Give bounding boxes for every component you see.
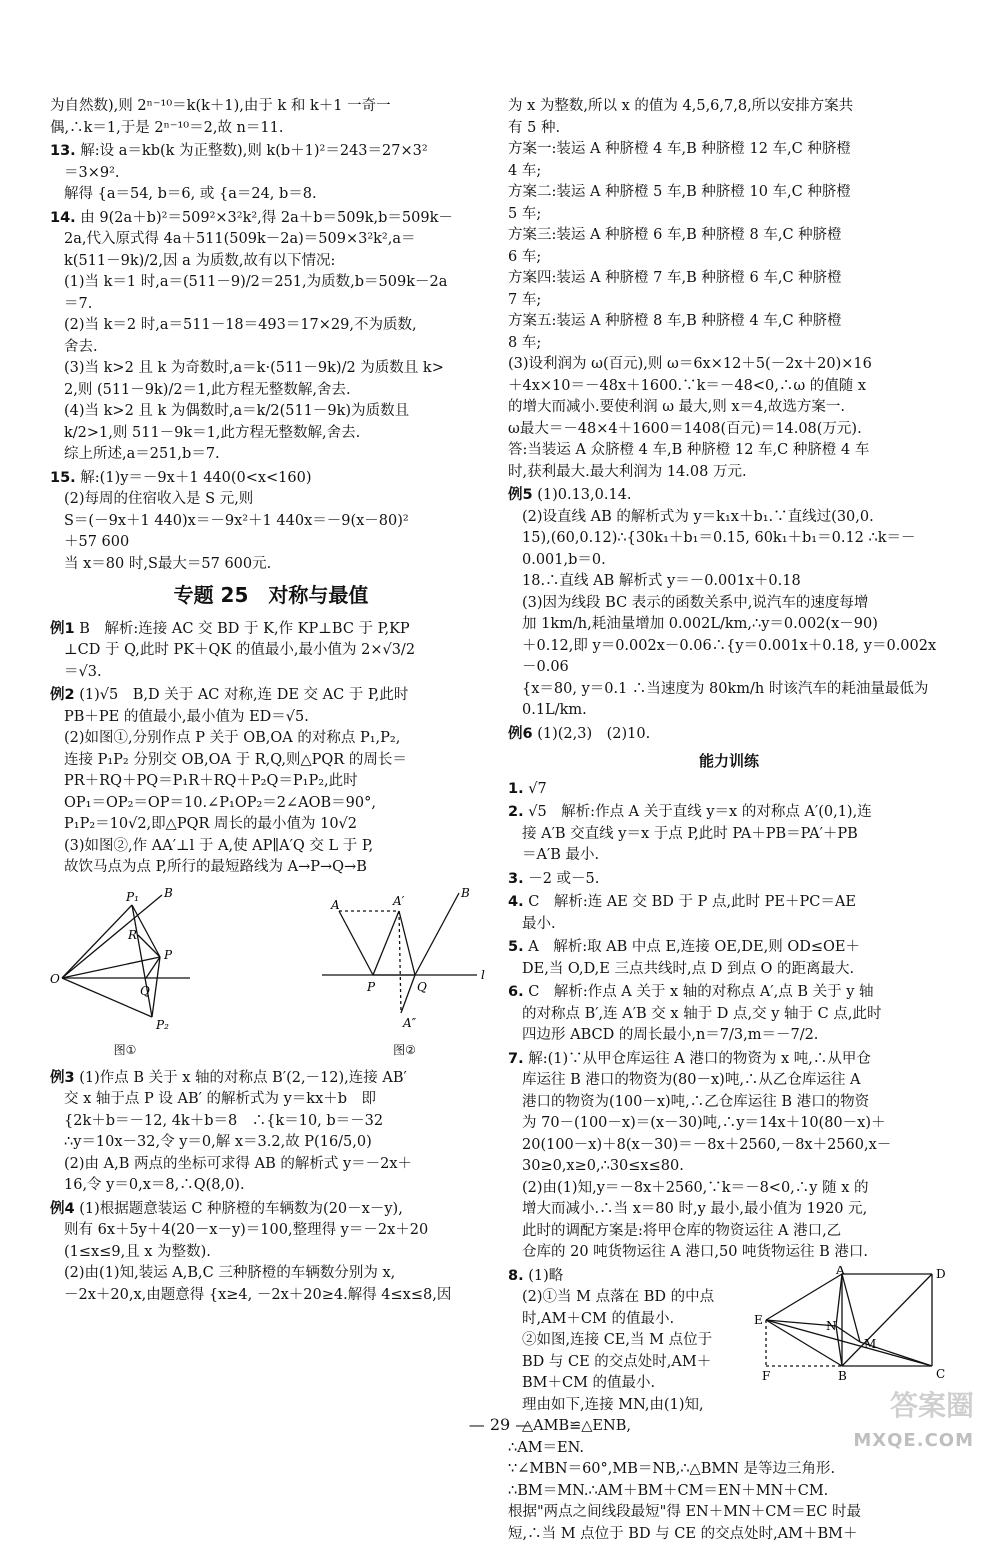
- answer-line: [508, 1459, 950, 1481]
- answer-line: [508, 1242, 950, 1264]
- answer-line: [508, 376, 950, 398]
- line-text: 方案一:装运 A 种脐橙 4 车,B 种脐橙 12 车,C 种脐橙: [508, 141, 851, 157]
- label-sq-f: F: [762, 1368, 771, 1383]
- line-text: 故饮马点为点 P,所行的最短路线为 A→P→Q→B: [64, 859, 367, 875]
- answer-line: [50, 1220, 492, 1242]
- left-column: [50, 96, 492, 1308]
- line-text: ＋4x×10＝－48x＋1600.∵k＝－48<0,∴ω 的值随 x: [508, 377, 867, 394]
- line-text: 4 车;: [508, 162, 542, 179]
- answer-line: [50, 793, 492, 815]
- answer-block: [508, 869, 950, 891]
- line-text: (3)因为线段 BC 表示的函数关系中,说汽车的速度每增: [522, 594, 869, 611]
- answer-line: [508, 593, 950, 615]
- line-text: ②如图,连接 CE,当 M 点位于: [522, 1332, 713, 1348]
- line-text: (3)当 k>2 且 k 为奇数时,a＝k·(511－9k)/2 为质数且 k>: [64, 360, 444, 376]
- item-number: 7.: [508, 1050, 524, 1067]
- line-text: (1)(2,3) (2)10.: [537, 725, 651, 742]
- line-text: B 解析:连接 AC 交 BD 于 K,作 KP⊥BC 于 P,KP: [79, 620, 410, 637]
- answer-block: [50, 1068, 492, 1197]
- item-number: 3.: [508, 870, 524, 887]
- label-r: R: [128, 927, 138, 942]
- answer-line: [50, 315, 492, 337]
- line-text: OP₁＝OP₂＝OP＝10.∠P₁OP₂＝2∠AOB＝90°,: [64, 794, 376, 811]
- line-text: 偶,∴k＝1,于是 2ⁿ⁻¹⁰＝2,故 n＝11.: [50, 119, 284, 136]
- answer-line: [508, 354, 950, 376]
- line-text: √7: [528, 780, 547, 797]
- answer-line: [50, 380, 492, 402]
- answer-line: [508, 1113, 950, 1135]
- answer-line: [50, 814, 492, 836]
- line-text: (2)由(1)知,装运 A,B,C 三种脐橙的车辆数分别为 x,: [64, 1265, 396, 1281]
- answer-line: [508, 1352, 736, 1374]
- line-text: (2)当 k＝2 时,a＝511－18＝493＝17×29,不为质数,: [64, 317, 417, 333]
- answer-line: [508, 1156, 950, 1178]
- line-text: ＝7.: [64, 295, 93, 312]
- answer-line: [50, 423, 492, 445]
- answer-line: [50, 96, 492, 118]
- item-number: 15.: [50, 469, 76, 486]
- line-text: ∴BM＝MN.∴AM＋BM＋CM＝EN＋MN＋CM.: [508, 1482, 829, 1499]
- line-text: (3)设利润为 ω(百元),则 ω＝6x×12＋5(－2x＋20)×16: [508, 356, 872, 372]
- line-text: 交 x 轴于点 P 设 AB′ 的解析式为 y＝kx＋b 即: [64, 1091, 377, 1107]
- answer-line: [50, 1111, 492, 1133]
- item-number: 8.: [508, 1267, 524, 1284]
- label-q: Q: [140, 983, 150, 998]
- answer-line: [508, 1481, 950, 1503]
- line-text: (1)当 k＝1 时,a＝(511－9)/2＝251,为质数,b＝509k－2a: [64, 274, 448, 290]
- line-text: (2)设直线 AB 的解析式为 y＝k₁x＋b₁.∵直线过(30,0.: [522, 508, 874, 525]
- line-text: (2)①当 M 点落在 BD 的中点: [522, 1289, 715, 1305]
- item-number: 例3: [50, 1069, 75, 1086]
- answer-line: [50, 532, 492, 554]
- line-text: 四边形 ABCD 的周长最小,n＝7/3,m＝－7/2.: [522, 1027, 819, 1043]
- label-p2b: P: [367, 979, 376, 994]
- line-text: (1)根据题意装运 C 种脐橙的车辆数为(20－x－y),: [79, 1200, 403, 1217]
- line-text: 接 A′B 交直线 y＝x 于点 P,此时 PA＋PB＝PA′＋PB: [522, 825, 858, 842]
- answer-line: [508, 1309, 736, 1331]
- line-text: 为 x 为整数,所以 x 的值为 4,5,6,7,8,所以安排方案共: [508, 98, 854, 114]
- line-text: 仓库的 20 吨货物运往 A 港口,50 吨货物运往 B 港口.: [522, 1244, 869, 1260]
- label-b2: B: [461, 885, 470, 900]
- answer-line: [508, 397, 950, 419]
- line-text: 解:(1)y＝－9x＋1 440(0<x<160): [80, 469, 312, 486]
- line-text: 则有 6x＋5y＋4(20－x－y)＝100,整理得 y＝－2x＋20: [64, 1222, 429, 1238]
- answer-block: [508, 937, 950, 980]
- answer-line: [50, 750, 492, 772]
- answer-line: [50, 444, 492, 466]
- line-text: 6 车;: [508, 248, 542, 265]
- answer-block: [50, 619, 492, 684]
- line-text: (4)当 k>2 且 k 为偶数时,a＝k/2(511－9k)为质数且: [64, 403, 410, 419]
- line-text: △AMB≌△ENB,: [522, 1418, 631, 1434]
- line-text: 加 1km/h,耗油量增加 0.002L/km,∴y＝0.002(x－90): [522, 616, 878, 632]
- line-text: 最小.: [522, 915, 556, 932]
- answer-line: [508, 1287, 736, 1309]
- answer-line: [508, 571, 950, 593]
- line-text: DE,当 O,D,E 三点共线时,点 D 到点 O 的距离最大.: [522, 960, 855, 977]
- answer-line: [508, 869, 950, 891]
- answer-line: [508, 507, 950, 529]
- answer-line: [508, 118, 950, 140]
- answer-line: [50, 229, 492, 251]
- line-text: 方案三:装运 A 种脐橙 6 车,B 种脐橙 8 车,C 种脐橙: [508, 227, 842, 243]
- line-text: 理由如下,连接 MN,由(1)知,: [522, 1396, 704, 1413]
- line-text: 20(100－x)＋8(x－30)＝－8x＋2560,－8x＋2560,x－: [522, 1136, 892, 1153]
- watermark-logo: [770, 1389, 980, 1455]
- answer-line: [50, 1175, 492, 1197]
- answer-line: [50, 640, 492, 662]
- answer-line: [508, 96, 950, 118]
- answer-line: [50, 685, 492, 707]
- answer-block: [508, 724, 950, 746]
- answer-line: [508, 139, 950, 161]
- answer-block: [508, 96, 950, 483]
- answer-line: [50, 728, 492, 750]
- answer-line: [508, 1025, 950, 1047]
- line-text: (1)0.13,0.14.: [537, 487, 632, 503]
- label-sq-d: D: [936, 1266, 946, 1281]
- answer-line: [508, 679, 950, 701]
- line-text: ＋57 600: [64, 534, 130, 550]
- item-number: 例6: [508, 725, 533, 742]
- line-text: 此时的调配方案是:将甲仓库的物资运往 A 港口,乙: [522, 1222, 842, 1239]
- answer-block: [50, 208, 492, 466]
- answer-block: [508, 485, 950, 722]
- answer-line: [50, 118, 492, 140]
- answer-line: [50, 707, 492, 729]
- line-text: (2)由 A,B 两点的坐标可求得 AB 的解析式 y＝－2x＋: [64, 1155, 413, 1172]
- line-text: (3)如图②,作 AA′⊥l 于 A,使 AP∥A′Q 交 L 于 P,: [64, 837, 374, 854]
- line-text: 30≥0,x≥0,∴30≤x≤80.: [522, 1158, 684, 1174]
- line-text: ＝A′B 最小.: [522, 847, 600, 863]
- line-text: k/2>1,则 511－9k＝1,此方程无整数解,舍去.: [64, 424, 361, 441]
- line-text: 由 9(2a＋b)²＝509²×3²k²,得 2a＋b＝509k,b＝509k－: [80, 209, 453, 226]
- answer-line: [50, 1154, 492, 1176]
- line-text: P₁P₂＝10√2,即△PQR 周长的最小值为 10√2: [64, 816, 358, 832]
- answer-line: [50, 1068, 492, 1090]
- line-text: {x＝80, y＝0.1 ∴当速度为 80km/h 时该汽车的耗油量最低为: [522, 680, 929, 697]
- answer-line: [50, 163, 492, 185]
- answer-line: [508, 204, 950, 226]
- line-text: {2k＋b＝－12, 4k＋b＝8 ∴{k＝10, b＝－32: [64, 1112, 384, 1129]
- answer-line: [508, 802, 950, 824]
- line-text: －2x＋20,x,由题意得 {x≥4, －2x＋20≥4.解得 4≤x≤8,因: [64, 1286, 452, 1303]
- line-text: ∵∠MBN＝60°,MB＝NB,∴△BMN 是等边三角形.: [508, 1461, 836, 1477]
- answer-line: [508, 937, 950, 959]
- item-number: 4.: [508, 894, 524, 910]
- line-text: 16,令 y＝0,x＝8,∴Q(8,0).: [64, 1177, 245, 1193]
- figure-1-diagram: [50, 883, 200, 1033]
- label-sq-e: E: [754, 1312, 763, 1327]
- label-a-prime: A′: [393, 893, 405, 908]
- label-p: P: [164, 947, 173, 962]
- line-text: 综上所述,a＝251,b＝7.: [64, 446, 220, 462]
- line-text: C 解析:作点 A 关于 x 轴的对称点 A′,点 B 关于 y 轴: [528, 984, 874, 1000]
- line-text: 0.1L/km.: [522, 702, 587, 718]
- label-a-dprime: A″: [403, 1015, 417, 1030]
- line-text: 时,AM＋CM 的值最小.: [522, 1310, 675, 1327]
- answer-line: [508, 1070, 950, 1092]
- answer-line: [508, 892, 950, 914]
- answer-line: [508, 485, 950, 507]
- answer-line: [50, 771, 492, 793]
- item-number: 例2: [50, 687, 75, 703]
- figure-2-caption: 图②: [393, 1043, 416, 1057]
- answer-line: [50, 619, 492, 641]
- line-text: BD 与 CE 的交点处时,AM＋: [522, 1353, 712, 1370]
- line-text: √5 解析:作点 A 关于直线 y＝x 的对称点 A′(0,1),连: [528, 804, 872, 820]
- line-text: 为自然数),则 2ⁿ⁻¹⁰＝k(k＋1),由于 k 和 k＋1 一奇一: [50, 98, 391, 114]
- item-number: 1.: [508, 780, 524, 797]
- answer-block: [50, 141, 492, 206]
- answer-line: [50, 358, 492, 380]
- answer-line: [508, 311, 950, 333]
- item-number: 6.: [508, 984, 524, 1000]
- line-text: 7 车;: [508, 291, 542, 308]
- label-sq-m: M: [864, 1336, 877, 1351]
- figure-1-caption: 图①: [113, 1043, 137, 1057]
- answer-line: [508, 1004, 950, 1026]
- label-p2: P₂: [156, 1017, 169, 1032]
- answer-line: [508, 161, 950, 183]
- label-b: B: [164, 885, 173, 900]
- answer-line: [508, 959, 950, 981]
- answer-line: [50, 208, 492, 230]
- line-text: 方案二:装运 A 种脐橙 5 车,B 种脐橙 10 车,C 种脐橙: [508, 184, 851, 200]
- line-text: ∴y＝10x－32,令 y＝0,解 x＝3.2,故 P(16/5,0): [64, 1134, 372, 1150]
- answer-line: [508, 1524, 950, 1546]
- answer-line: [50, 401, 492, 423]
- line-text: 舍去.: [64, 338, 98, 355]
- answer-line: [508, 462, 950, 484]
- line-text: 解:设 a＝kb(k 为正整数),则 k(b＋1)²＝243＝27×3²: [80, 143, 428, 159]
- answer-line: [50, 1263, 492, 1285]
- item-number: 例1: [50, 620, 75, 637]
- answer-block: [508, 982, 950, 1047]
- answer-line: [50, 1285, 492, 1307]
- answer-line: [508, 247, 950, 269]
- line-text: 当 x＝80 时,S最大＝57 600元.: [64, 555, 272, 572]
- line-text: ＝√3.: [64, 663, 102, 680]
- answer-line: [508, 528, 950, 571]
- answer-line: [508, 1092, 950, 1114]
- answer-line: [50, 511, 492, 533]
- answer-line: [508, 268, 950, 290]
- answer-line: [508, 824, 950, 846]
- answer-line: [50, 1199, 492, 1221]
- label-q2: Q: [417, 979, 427, 994]
- line-text: ＝3×9².: [64, 164, 120, 181]
- line-text: 2,则 (511－9k)/2＝1,此方程无整数解,舍去.: [64, 381, 351, 398]
- line-text: (2)由(1)知,y＝－8x＋2560,∵k＝－8<0,∴y 随 x 的: [522, 1179, 869, 1196]
- line-text: 增大而减小.∴当 x＝80 时,y 最小,最小值为 1920 元,: [522, 1201, 868, 1217]
- line-text: k(511－9k)/2,因 a 为质数,故有以下情况:: [64, 252, 336, 269]
- item8-text: [508, 1266, 736, 1438]
- answer-block: [50, 685, 492, 879]
- line-text: ∴AM＝EN.: [508, 1439, 584, 1456]
- answer-line: [508, 700, 950, 722]
- figure-1: [50, 883, 200, 1062]
- line-text: C 解析:连 AE 交 BD 于 P 点,此时 PE＋PC＝AE: [528, 894, 856, 910]
- line-text: 根据"两点之间线段最短"得 EN＋MN＋CM＝EC 时最: [508, 1504, 861, 1520]
- line-text: 8 车;: [508, 334, 542, 351]
- answer-line: [50, 468, 492, 490]
- answer-line: [508, 1135, 950, 1157]
- line-text: 的增大而减小.要使利润 ω 最大,则 x＝4,故选方案一.: [508, 399, 845, 415]
- line-text: 连接 P₁P₂ 分别交 OB,OA 于 R,Q,则△PQR 的周长＝: [64, 751, 407, 768]
- answer-line: [50, 489, 492, 511]
- line-text: ＋0.12,即 y＝0.002x－0.06∴{y＝0.001x＋0.18, y＝0.002x－0.06: [522, 637, 937, 675]
- answer-line: [50, 1242, 492, 1264]
- line-text: 2a,代入原式得 4a＋511(509k－2a)＝509×3²k²,a＝: [64, 231, 416, 247]
- answer-line: [50, 857, 492, 879]
- figure-2: [317, 883, 492, 1062]
- line-text: 方案五:装运 A 种脐橙 8 车,B 种脐橙 4 车,C 种脐橙: [508, 313, 842, 329]
- label-sq-n: N: [826, 1318, 837, 1333]
- answer-line: [508, 419, 950, 441]
- label-a: A: [331, 897, 340, 912]
- answer-block: [508, 892, 950, 935]
- line-text: 时,获利最大.最大利润为 14.08 万元.: [508, 463, 747, 480]
- line-text: 港口的物资为(100－x)吨,∴乙仓库运往 B 港口的物资: [522, 1093, 870, 1110]
- right-column: [508, 96, 950, 1547]
- line-text: ω最大＝－48×4＋1600＝1408(百元)＝14.08(万元).: [508, 420, 862, 437]
- answer-line: [508, 182, 950, 204]
- line-text: (1)√5 B,D 关于 AC 对称,连 DE 交 AC 于 P,此时: [79, 687, 409, 703]
- label-p1: P₁: [126, 889, 139, 904]
- figures-row: [50, 883, 492, 1062]
- item-number: 14.: [50, 209, 76, 226]
- answer-line: [508, 290, 950, 312]
- line-text: 方案四:装运 A 种脐橙 7 车,B 种脐橙 6 车,C 种脐橙: [508, 270, 842, 286]
- answer-line: [50, 836, 492, 858]
- line-text: PR＋RQ＋PQ＝P₁R＋RQ＋P₂Q＝P₁P₂,此时: [64, 773, 358, 789]
- label-sq-b: B: [838, 1368, 847, 1383]
- line-text: 解:(1)∵从甲仓库运往 A 港口的物资为 x 吨,∴从甲仓: [528, 1050, 871, 1067]
- answer-line: [508, 1178, 950, 1200]
- answer-line: [50, 272, 492, 294]
- line-text: (2)每周的住宿收入是 S 元,则: [64, 491, 254, 507]
- item-number: 例4: [50, 1200, 75, 1217]
- line-text: 为 70－(100－x)＝(x－30)吨,∴y＝14x＋10(80－x)＋: [522, 1115, 886, 1131]
- answer-block: [508, 802, 950, 867]
- answer-line: [50, 294, 492, 316]
- line-text: －2 或－5.: [528, 870, 600, 887]
- line-text: 答:当装运 A 众脐橙 4 车,B 种脐橙 12 车,C 种脐橙 4 车: [508, 442, 870, 458]
- answer-line: [508, 845, 950, 867]
- label-sq-a: A: [836, 1265, 845, 1277]
- answer-line: [508, 1266, 736, 1288]
- line-text: (1)略: [528, 1267, 564, 1284]
- answer-line: [50, 337, 492, 359]
- line-text: 库运往 B 港口的物资为(80－x)吨,∴从乙仓库运往 A: [522, 1072, 861, 1088]
- answer-line: [508, 614, 950, 636]
- item-number: 例5: [508, 487, 533, 503]
- answer-line: [50, 662, 492, 684]
- line-text: 的对称点 B′,连 A′B 交 x 轴于 D 点,交 y 轴于 C 点,此时: [522, 1005, 882, 1022]
- answer-line: [508, 1221, 950, 1243]
- answer-line: [508, 779, 950, 801]
- line-text: A 解析:取 AB 中点 E,连接 OE,DE,则 OD≤OE＋: [528, 939, 860, 955]
- label-l: l: [481, 967, 485, 982]
- answer-line: [50, 184, 492, 206]
- figure-2-diagram: [317, 883, 492, 1033]
- answer-line: [508, 1502, 950, 1524]
- answer-block: [50, 96, 492, 139]
- answer-line: [508, 225, 950, 247]
- line-text: 解得 {a＝54, b＝6, 或 {a＝24, b＝8.: [64, 186, 317, 202]
- line-text: 18.∴直线 AB 解析式 y＝－0.001x＋0.18: [522, 573, 801, 589]
- answer-line: [508, 636, 950, 679]
- page-number: — 29 —: [468, 1415, 532, 1434]
- answer-line: [508, 724, 950, 746]
- answer-line: [508, 1049, 950, 1071]
- item-number: 13.: [50, 143, 76, 159]
- section-heading: 专题 25 对称与最值: [173, 583, 369, 607]
- answer-block: [50, 468, 492, 576]
- answer-line: [508, 1330, 736, 1352]
- item-number: 5.: [508, 939, 524, 955]
- answer-line: [50, 251, 492, 273]
- answer-line: [50, 1132, 492, 1154]
- answer-line: [50, 554, 492, 576]
- line-text: 15),(60,0.12)∴{30k₁＋b₁＝0.15, 60k₁＋b₁＝0.12 ∴k＝－0.001,b＝0.: [522, 530, 916, 568]
- answer-line: [508, 440, 950, 462]
- answer-line: [50, 141, 492, 163]
- line-text: (1)作点 B 关于 x 轴的对称点 B′(2,－12),连接 AB′: [79, 1069, 407, 1086]
- line-text: (1≤x≤9,且 x 为整数).: [64, 1243, 211, 1260]
- item-number: 2.: [508, 804, 524, 820]
- label-o: O: [50, 971, 60, 986]
- line-text: 有 5 种.: [508, 119, 561, 136]
- square-diagram: [736, 1266, 950, 1386]
- answer-line: [508, 1199, 950, 1221]
- watermark-en: MXQE.COM: [853, 1429, 974, 1451]
- answer-block: [50, 1199, 492, 1307]
- answer-line: [508, 914, 950, 936]
- answer-line: [508, 333, 950, 355]
- answer-block: [508, 779, 950, 801]
- answer-line: [508, 1395, 736, 1417]
- line-text: BM＋CM 的值最小.: [522, 1375, 656, 1391]
- watermark-cn: 答案圈: [889, 1389, 974, 1422]
- answer-block: [508, 1049, 950, 1264]
- answer-line: [508, 1373, 736, 1395]
- practice-heading: 能力训练: [698, 752, 759, 770]
- line-text: S＝(－9x＋1 440)x＝－9x²＋1 440x＝－9(x－80)²: [64, 512, 409, 529]
- answer-line: [50, 1089, 492, 1111]
- line-text: ⊥CD 于 Q,此时 PK＋QK 的值最小,最小值为 2×√3/2: [64, 642, 416, 658]
- line-text: 5 车;: [508, 205, 542, 222]
- line-text: 短,∴当 M 点位于 BD 与 CE 的交点处时,AM＋BM＋: [508, 1525, 858, 1542]
- answer-line: [508, 982, 950, 1004]
- line-text: PB＋PE 的值最小,最小值为 ED＝√5.: [64, 708, 309, 725]
- label-sq-c: C: [936, 1366, 946, 1381]
- line-text: (2)如图①,分别作点 P 关于 OB,OA 的对称点 P₁,P₂,: [64, 730, 401, 746]
